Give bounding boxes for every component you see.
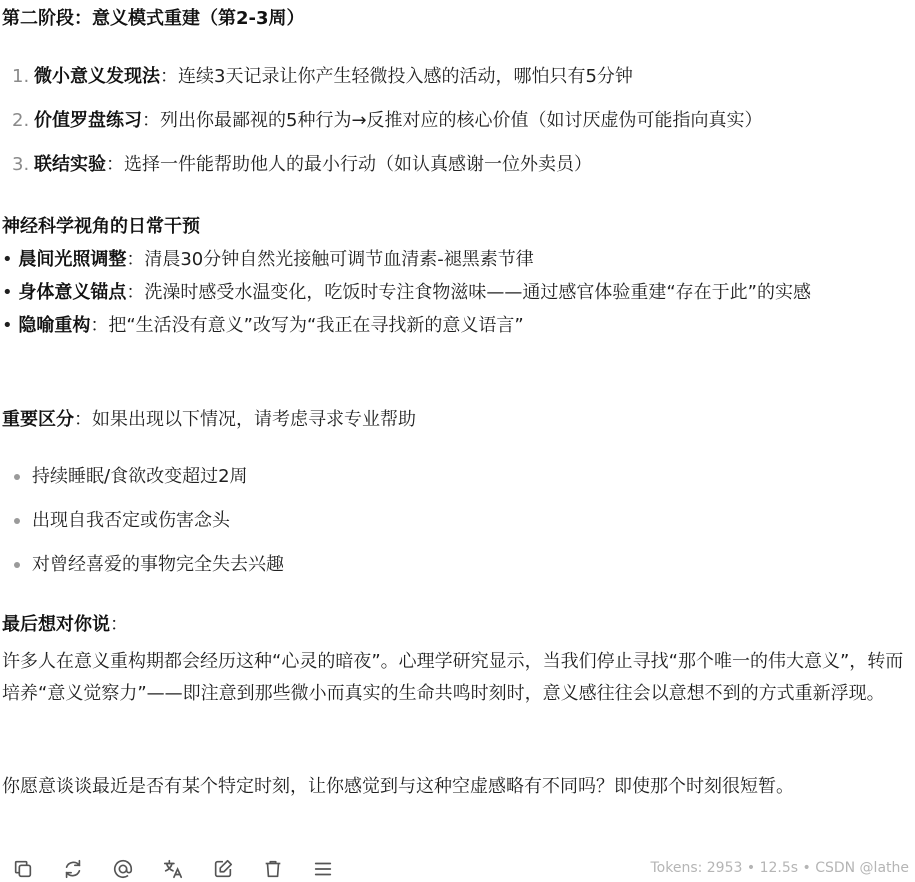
list-number: 2. <box>12 110 30 131</box>
list-item <box>2 243 913 276</box>
list-item <box>2 464 913 508</box>
refresh-icon <box>62 858 84 880</box>
item-text: ：洗澡时感受水温变化，吃饭时专注食物滋味——通过感官体验重建“存在于此”的实感 <box>126 282 811 303</box>
final-heading-line <box>2 609 128 641</box>
list-item <box>2 508 913 552</box>
bullet-dot <box>14 474 20 480</box>
edit-icon <box>212 858 234 880</box>
at-icon <box>112 858 134 880</box>
edit-button[interactable] <box>210 856 236 882</box>
bullet-glyph: • <box>2 315 19 336</box>
copy-icon <box>12 858 34 880</box>
important-heading: 重要区分 <box>2 409 74 430</box>
list-item <box>2 64 913 108</box>
item-text: ：选择一件能帮助他人的最小行动（如认真感谢一位外卖员） <box>106 154 592 175</box>
important-text: ：如果出现以下情况，请考虑寻求专业帮助 <box>74 409 416 430</box>
neuro-title: 神经科学视角的日常干预 <box>2 216 200 237</box>
item-text: 持续睡眠/食欲改变超过2周 <box>32 466 248 487</box>
warning-signs-list <box>2 464 913 596</box>
item-text: ：列出你最鄙视的5种行为→反推对应的核心价值（如讨厌虚伪可能指向真实） <box>142 110 763 131</box>
item-text: ：清晨30分钟自然光接触可调节血清素-褪黑素节律 <box>126 249 534 270</box>
bullet-glyph: • <box>2 249 19 270</box>
item-text: ：把“生活没有意义”改写为“我正在寻找新的意义语言” <box>90 315 524 336</box>
list-item <box>2 309 913 342</box>
stage-steps-list <box>2 64 913 196</box>
final-paragraph-2: 你愿意谈谈最近是否有某个特定时刻，让你感觉到与这种空虚感略有不同吗？即使那个时刻很短暂。 <box>2 776 794 797</box>
list-item <box>2 276 913 309</box>
stage-title: 第二阶段：意义模式重建（第2-3周） <box>2 8 305 29</box>
item-heading: 身体意义锚点 <box>18 282 127 303</box>
translate-icon <box>162 858 184 880</box>
translate-button[interactable] <box>160 856 186 882</box>
bullet-glyph: • <box>2 282 19 303</box>
final-colon: ： <box>110 614 128 635</box>
list-item <box>2 108 913 152</box>
neuro-list <box>2 243 913 342</box>
list-item <box>2 552 913 596</box>
mention-button[interactable] <box>110 856 136 882</box>
item-heading: 隐喻重构 <box>18 315 91 336</box>
important-note <box>2 404 416 436</box>
bullet-dot <box>14 562 20 568</box>
list-number: 3. <box>12 154 30 175</box>
bullet-dot <box>14 518 20 524</box>
list-item <box>2 152 913 196</box>
menu-icon <box>312 858 334 880</box>
final-heading: 最后想对你说 <box>2 614 110 635</box>
item-text: 出现自我否定或伤害念头 <box>32 510 230 531</box>
delete-icon <box>262 858 284 880</box>
list-number: 1. <box>12 66 30 87</box>
item-heading: 微小意义发现法 <box>34 66 160 87</box>
message-toolbar <box>10 856 360 882</box>
item-heading: 联结实验 <box>34 154 106 175</box>
final-paragraph-1: 许多人在意义重构期都会经历这种“心灵的暗夜”。心理学研究显示，当我们停止寻找“那个唯一的伟大意义”，转而培养“意义觉察力”——即注意到那些微小而真实的生命共鸣时刻时，意义感往往会以意想不到的方式重新浮现。 <box>2 651 904 704</box>
delete-button[interactable] <box>260 856 286 882</box>
item-text: 对曾经喜爱的事物完全失去兴趣 <box>32 554 284 575</box>
regenerate-button[interactable] <box>60 856 86 882</box>
item-heading: 价值罗盘练习 <box>34 110 142 131</box>
token-watermark: Tokens: 2953 • 12.5s • CSDN @lathe <box>650 860 909 876</box>
item-text: ：连续3天记录让你产生轻微投入感的活动，哪怕只有5分钟 <box>160 66 633 87</box>
copy-button[interactable] <box>10 856 36 882</box>
more-button[interactable] <box>310 856 336 882</box>
item-heading: 晨间光照调整 <box>18 249 127 270</box>
